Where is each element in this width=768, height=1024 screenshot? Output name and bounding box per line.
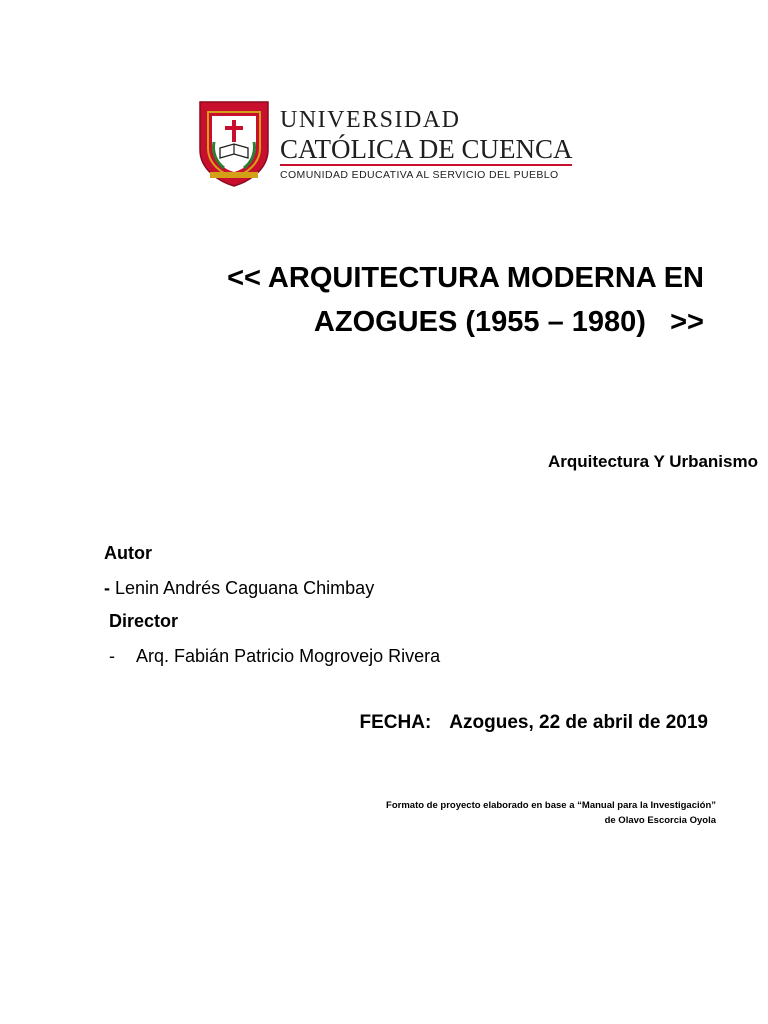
logo-line-universidad: UNIVERSIDAD <box>280 107 461 133</box>
date-label: FECHA: <box>359 712 432 733</box>
format-note-line-1: Formato de proyecto elaborado en base a “Manual para la Investigación” <box>386 800 716 811</box>
title-line-2: AZOGUES (1955 – 1980) >> <box>313 306 704 338</box>
date-line <box>360 712 709 734</box>
title-line-1: << ARQUITECTURA MODERNA EN <box>227 262 704 294</box>
university-logo <box>196 98 573 188</box>
director-label: Director <box>109 611 179 631</box>
author-label: Autor <box>104 543 152 563</box>
program-name: Arquitectura Y Urbanismo <box>547 452 758 471</box>
director-bullet: - <box>109 646 115 666</box>
logo-divider <box>280 164 572 166</box>
author-name: Lenin Andrés Caguana Chimbay <box>115 578 375 598</box>
logo-line-catolica: CATÓLICA DE CUENCA <box>280 134 573 164</box>
document-title <box>227 256 704 344</box>
format-note <box>386 798 716 828</box>
logo-tagline: COMUNIDAD EDUCATIVA AL SERVICIO DEL PUEBLO <box>280 169 559 181</box>
director-line <box>109 646 440 667</box>
logo-text <box>280 108 573 181</box>
author-bullet: - <box>104 578 110 598</box>
author-line <box>104 578 374 599</box>
university-crest-icon <box>196 98 272 188</box>
director-name: Arq. Fabián Patricio Mogrovejo Rivera <box>136 646 441 666</box>
format-note-line-2: de Olavo Escorcia Oyola <box>604 815 716 826</box>
date-value: Azogues, 22 de abril de 2019 <box>449 712 708 733</box>
